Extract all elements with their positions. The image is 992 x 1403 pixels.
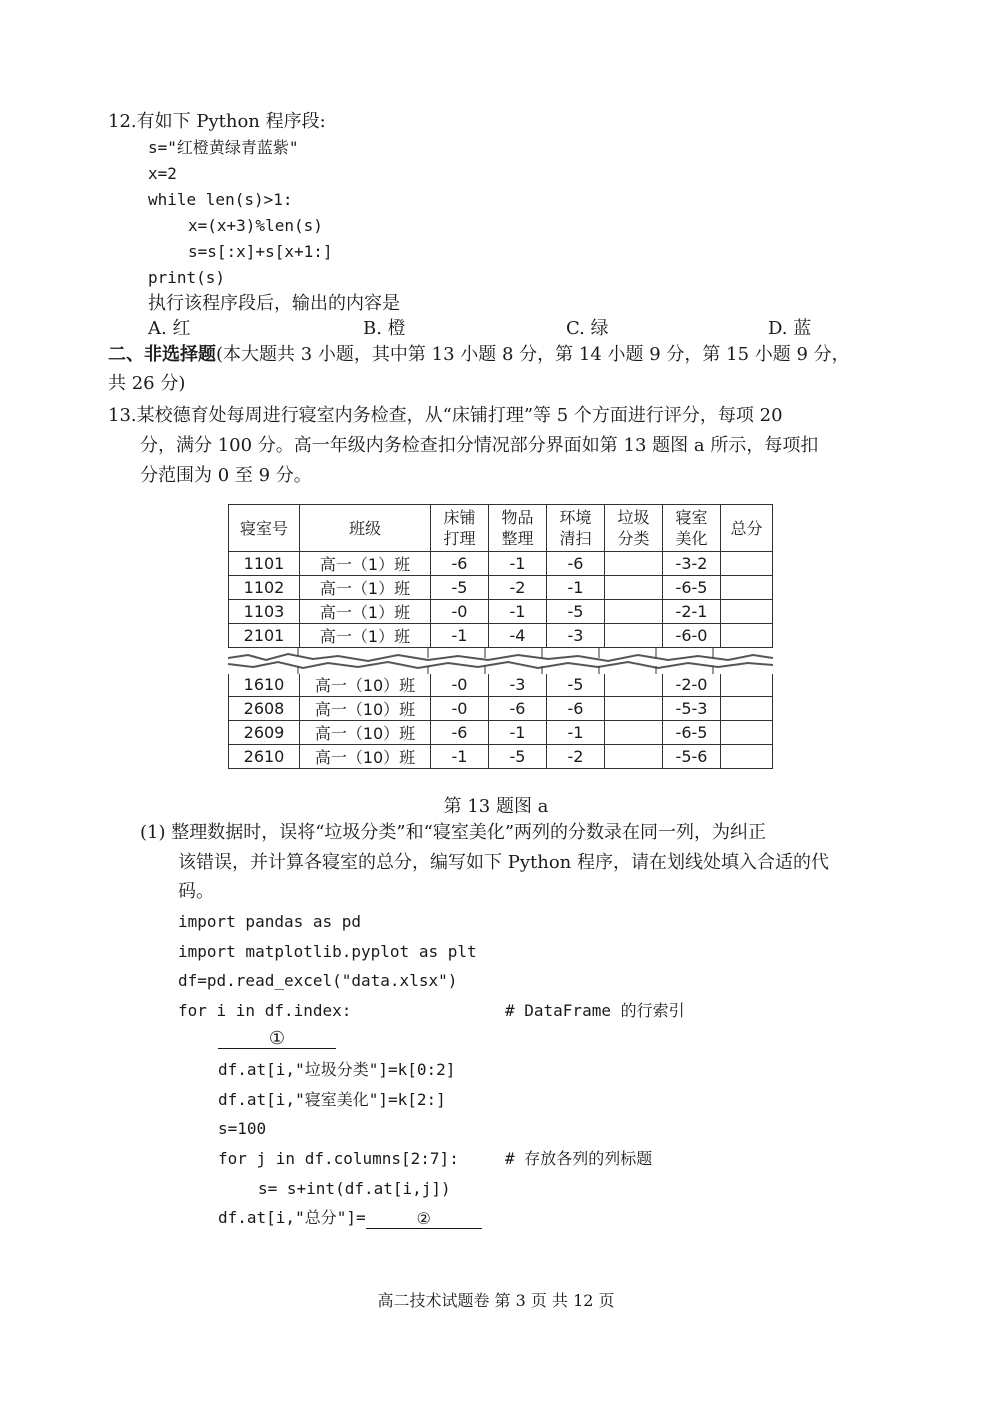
figure-caption: 第 13 题图 a (443, 796, 549, 817)
table-cell: -2 (489, 576, 547, 600)
table-cell: 1101 (229, 552, 300, 576)
dorm-score-table (228, 504, 773, 769)
blank-2-marker: ② (366, 1208, 482, 1229)
table-row (229, 576, 773, 600)
table-cell: -6-0 (663, 624, 721, 648)
table-cell (721, 745, 773, 769)
table-cell: 高一（10）班 (300, 673, 431, 697)
table-cell: 高一（10）班 (300, 721, 431, 745)
code-line-10: s= s+int(df.at[i,j]) (258, 1179, 451, 1198)
table-cell: -1 (489, 721, 547, 745)
table-cell (721, 673, 773, 697)
table-cell (721, 721, 773, 745)
table-cell: -5 (547, 600, 605, 624)
code-line-3: df=pd.read_excel("data.xlsx") (178, 971, 458, 990)
table-cell: 1103 (229, 600, 300, 624)
header-cell: 寝室号 (229, 505, 300, 552)
table-cell: 高一（1）班 (300, 624, 431, 648)
code-line-1: import pandas as pd (178, 912, 362, 931)
table-cell: -6-5 (663, 576, 721, 600)
table-cell: -4 (489, 624, 547, 648)
table-cell: -2-1 (663, 600, 721, 624)
table-cell: 2610 (229, 745, 300, 769)
q12-code-line-6: print(s) (148, 268, 226, 287)
q12-option-c: C. 绿 (566, 318, 609, 339)
table-cell: -1 (547, 721, 605, 745)
table-cell (605, 673, 663, 697)
table-header-row (229, 505, 773, 552)
q12-option-d: D. 蓝 (768, 318, 812, 339)
table-cell: -1 (489, 600, 547, 624)
table-cell (605, 552, 663, 576)
table-cell: -1 (431, 624, 489, 648)
table-row (229, 745, 773, 769)
code-line-2: import matplotlib.pyplot as plt (178, 942, 477, 961)
table-cell: -5 (431, 576, 489, 600)
code-comment-2: # 存放各列的列标题 (505, 1149, 653, 1168)
table-cell: -3 (547, 624, 605, 648)
header-cell: 床铺 打理 (431, 505, 489, 552)
table-row (229, 624, 773, 648)
header-cell: 物品 整理 (489, 505, 547, 552)
table-row (229, 721, 773, 745)
table-cell: -6 (547, 552, 605, 576)
table-row (229, 600, 773, 624)
code-line-8: s=100 (218, 1119, 267, 1138)
table-cell: 高一（1）班 (300, 552, 431, 576)
table-row (229, 673, 773, 697)
table-cell: 1610 (229, 673, 300, 697)
table-cell: -3-2 (663, 552, 721, 576)
table-cell (721, 624, 773, 648)
table-row (229, 697, 773, 721)
table-cell: -3 (489, 673, 547, 697)
part1-line-1: (1) 整理数据时，误将“垃圾分类”和“寝室美化”两列的分数录在同一列，为纠正 (140, 822, 767, 843)
code-line-11-text: df.at[i,"总分"]= (218, 1208, 366, 1227)
part1-line-2: 该错误，并计算各寝室的总分，编写如下 Python 程序，请在划线处填入合适的代 (178, 852, 829, 873)
table-cell: -5-6 (663, 745, 721, 769)
q13-line-1: 13.某校德育处每周进行寝室内务检查，从“床铺打理”等 5 个方面进行评分，每项 20 (108, 405, 783, 426)
table-cell: -6 (547, 697, 605, 721)
table-cell: -5 (547, 673, 605, 697)
header-cell: 寝室 美化 (663, 505, 721, 552)
q12-prompt: 执行该程序段后，输出的内容是 (148, 293, 400, 314)
q12-option-a: A. 红 (148, 318, 191, 339)
table-cell: -6 (489, 697, 547, 721)
blank-1-marker: ① (218, 1028, 336, 1049)
q12-code-line-3: while len(s)>1: (148, 190, 293, 209)
table-cell: -2-0 (663, 673, 721, 697)
table-cell: 1102 (229, 576, 300, 600)
table-cell: -1 (547, 576, 605, 600)
q12-code-line-1: s="红橙黄绿青蓝紫" (148, 138, 299, 157)
q12-option-b: B. 橙 (363, 318, 406, 339)
table-cell (605, 600, 663, 624)
table-cell: -5-3 (663, 697, 721, 721)
table-cell: -6-5 (663, 721, 721, 745)
table-cell: -6 (431, 721, 489, 745)
page-footer: 高二技术试题卷 第 3 页 共 12 页 (377, 1291, 615, 1310)
q13-line-2: 分，满分 100 分。高一年级内务检查扣分情况部分界面如第 13 题图 a 所示，每项扣 (140, 435, 819, 456)
table-cell: -0 (431, 673, 489, 697)
q12-code-line-2: x=2 (148, 164, 177, 183)
table-cell: 高一（1）班 (300, 600, 431, 624)
section2-heading: 二、非选择题 (108, 344, 216, 365)
blank-1-line (218, 1027, 336, 1049)
header-cell: 班级 (300, 505, 431, 552)
table-cell: 高一（10）班 (300, 697, 431, 721)
table-row (229, 552, 773, 576)
table-cell (605, 697, 663, 721)
q12-code-line-5: s=s[:x]+s[x+1:] (188, 242, 333, 261)
table-cell: -2 (547, 745, 605, 769)
section2-desc-2: 共 26 分) (108, 373, 186, 394)
section2-header (108, 344, 850, 366)
table-cell: 2608 (229, 697, 300, 721)
table-cell: 2101 (229, 624, 300, 648)
code-line-6: df.at[i,"垃圾分类"]=k[0:2] (218, 1060, 456, 1079)
code-line-9: for j in df.columns[2:7]: (218, 1149, 459, 1168)
q13-line-3: 分范围为 0 至 9 分。 (140, 465, 312, 486)
code-line-11 (218, 1207, 482, 1229)
table-cell: 2609 (229, 721, 300, 745)
table-cell (721, 552, 773, 576)
table-cell: -0 (431, 600, 489, 624)
table-cell: -0 (431, 697, 489, 721)
table-cell: -6 (431, 552, 489, 576)
table-cell (605, 576, 663, 600)
table-cell: -1 (431, 745, 489, 769)
part1-line-3: 码。 (178, 881, 214, 902)
table-cell (721, 600, 773, 624)
q12-title: 12.有如下 Python 程序段: (108, 111, 326, 132)
header-cell: 环境 清扫 (547, 505, 605, 552)
table-cell (721, 576, 773, 600)
table-cell: 高一（1）班 (300, 576, 431, 600)
q12-code-line-4: x=(x+3)%len(s) (188, 216, 323, 235)
code-line-7: df.at[i,"寝室美化"]=k[2:] (218, 1090, 446, 1109)
header-cell: 总分 (721, 505, 773, 552)
table-cell (605, 624, 663, 648)
torn-break-graphic (228, 648, 773, 674)
table-cell: -1 (489, 552, 547, 576)
table-cell (721, 697, 773, 721)
section2-desc-1: (本大题共 3 小题，其中第 13 小题 8 分，第 14 小题 9 分，第 15 小题 9 分， (216, 344, 850, 365)
table-cell: -5 (489, 745, 547, 769)
table-cell (605, 745, 663, 769)
code-comment-1: # DataFrame 的行索引 (505, 1001, 685, 1020)
header-cell: 垃圾 分类 (605, 505, 663, 552)
table-cell: 高一（10）班 (300, 745, 431, 769)
code-line-4: for i in df.index: (178, 1001, 352, 1020)
table-cell (605, 721, 663, 745)
